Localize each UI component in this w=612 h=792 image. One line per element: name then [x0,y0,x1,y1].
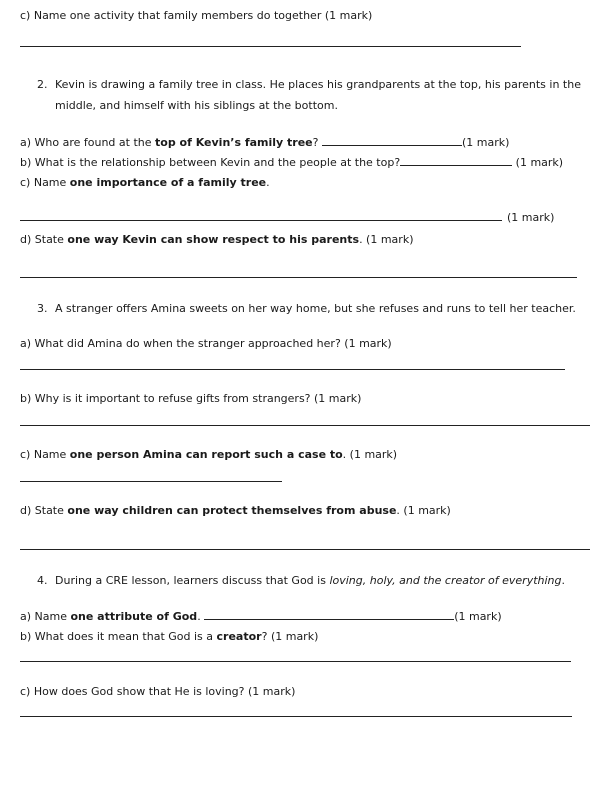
q4b-question: b) What does it mean that God is a creator? (1 mark) [20,630,319,643]
q3b-answer-line[interactable] [20,425,590,426]
q2-intro-continued: middle, and himself with his siblings at the bottom. [55,99,338,112]
q4b-answer-line[interactable] [20,661,571,662]
q2c-question: c) Name one importance of a family tree. [20,176,270,189]
q2b-answer-blank[interactable] [400,155,512,166]
q2d-question: d) State one way Kevin can show respect to his parents. (1 mark) [20,233,414,246]
q2d-answer-line[interactable] [20,277,577,278]
q2c-mark: (1 mark) [507,211,555,224]
q3d-answer-line[interactable] [20,549,590,550]
q2a-answer-blank[interactable] [322,135,462,146]
q2c-answer-line[interactable] [20,220,502,221]
q1c-question: c) Name one activity that family members do together (1 mark) [20,9,373,22]
q3c-question: c) Name one person Amina can report such a case to. (1 mark) [20,448,398,461]
q2-intro: 2. Kevin is drawing a family tree in class. He places his grandparents at the top, his parents in the [37,78,581,91]
q3d-question: d) State one way children can protect themselves from abuse. (1 mark) [20,504,451,517]
q2b-question: b) What is the relationship between Kevin and the people at the top? (1 mark) [20,156,564,169]
q3a-question: a) What did Amina do when the stranger approached her? (1 mark) [20,337,392,350]
q3b-question: b) Why is it important to refuse gifts from strangers? (1 mark) [20,392,362,405]
q4a-question: a) Name one attribute of God. (1 mark) [20,610,502,623]
q3-intro: 3. A stranger offers Amina sweets on her way home, but she refuses and runs to tell her teacher. [37,302,576,315]
q4a-answer-blank[interactable] [204,609,454,620]
q2a-question: a) Who are found at the top of Kevin’s family tree? (1 mark) [20,136,510,149]
q1c-answer-line[interactable] [20,46,521,47]
q4c-question: c) How does God show that He is loving? (1 mark) [20,685,296,698]
q4c-answer-line[interactable] [20,716,572,717]
q3c-answer-line[interactable] [20,481,282,482]
q4-intro: 4. During a CRE lesson, learners discuss that God is loving, holy, and the creator of everything. [37,574,566,587]
q3a-answer-line[interactable] [20,369,565,370]
